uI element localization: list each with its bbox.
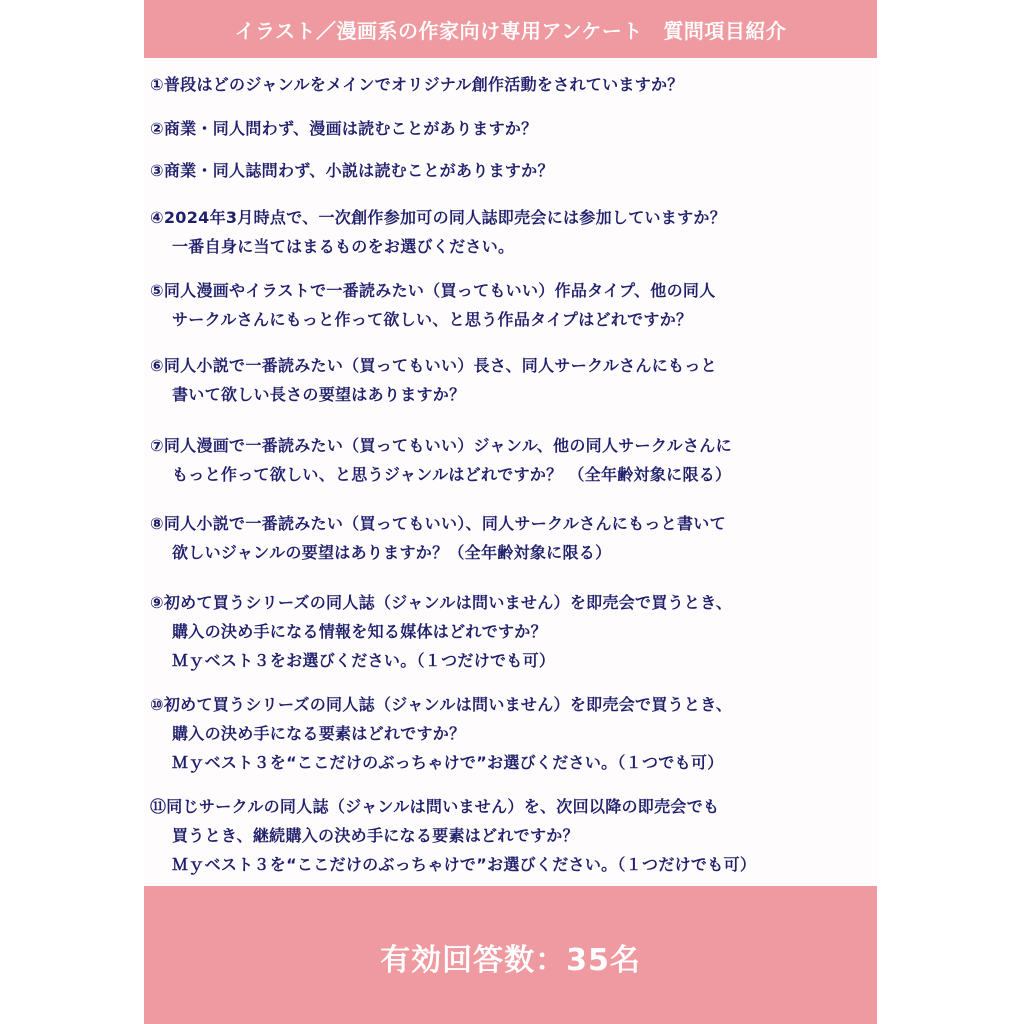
question-line: Ｍｙベスト３をお選びください。（１つだけでも可） xyxy=(172,651,556,670)
question-line: ⑤同人漫画やイラストで一番読みたい（買ってもいい）作品タイプ、他の同人 xyxy=(150,281,716,300)
question-item xyxy=(150,588,875,675)
question-line: Ｍｙベスト３を“ここだけのぶっちゃけで”お選びください。（１つだけでも可） xyxy=(172,855,757,874)
question-line: ①普段はどのジャンルをメインでオリジナル創作活動をされていますか？ xyxy=(150,75,684,94)
question-line: ③商業・同人誌問わず、小説は読むことがありますか？ xyxy=(150,161,554,180)
question-line: 一番自身に当てはまるものをお選びください。 xyxy=(172,237,515,256)
question-line: ⑨初めて買うシリーズの同人誌（ジャンルは問いません）を即売会で買うとき、 xyxy=(150,593,733,612)
question-item xyxy=(150,70,875,99)
question-line: ⑩初めて買うシリーズの同人誌（ジャンルは問いません）を即売会で買うとき、 xyxy=(150,695,733,714)
question-line: Ｍｙベスト３を“ここだけのぶっちゃけで”お選びください。（１つでも可） xyxy=(172,753,724,772)
question-line: サークルさんにもっと作って欲しい、と思う作品タイプはどれですか？ xyxy=(172,310,693,329)
question-line: ②商業・同人問わず、漫画は読むことがありますか？ xyxy=(150,119,538,138)
question-line: 書いて欲しい長さの要望はありますか？ xyxy=(172,385,466,404)
question-item xyxy=(150,351,875,409)
header-band xyxy=(144,0,877,58)
question-line: もっと作って欲しい、と思うジャンルはどれですか？ （全年齢対象に限る） xyxy=(172,465,732,484)
question-line: 欲しいジャンルの要望はありますか？（全年齢対象に限る） xyxy=(172,543,612,562)
question-item xyxy=(150,431,875,489)
page-title: イラスト／漫画系の作家向け専用アンケート 質問項目紹介 xyxy=(234,18,787,43)
question-line: ⑦同人漫画で一番読みたい（買ってもいい）ジャンル、他の同人サークルさんに xyxy=(150,436,732,455)
question-line: ④2024年3月時点で、一次創作参加可の同人誌即売会には参加していますか？ xyxy=(150,208,726,227)
question-line: 購入の決め手になる情報を知る媒体はどれですか？ xyxy=(172,622,547,641)
question-item xyxy=(150,156,875,185)
footer-band xyxy=(144,886,877,1024)
question-line: ⑧同人小説で一番読みたい（買ってもいい）、同人サークルさんにもっと書いて xyxy=(150,514,726,533)
question-line: 買うとき、継続購入の決め手になる要素はどれですか？ xyxy=(172,826,579,845)
question-item xyxy=(150,203,875,261)
question-line: ⑪同じサークルの同人誌（ジャンルは問いません）を、次回以降の即売会でも xyxy=(150,797,720,816)
response-count: 有効回答数：35名 xyxy=(380,943,641,978)
question-item xyxy=(150,792,875,879)
survey-sheet xyxy=(144,0,877,1024)
question-item xyxy=(150,509,875,567)
question-line: 購入の決め手になる要素はどれですか？ xyxy=(172,724,466,743)
question-item xyxy=(150,690,875,777)
question-item xyxy=(150,276,875,334)
question-item xyxy=(150,114,875,143)
question-line: ⑥同人小説で一番読みたい（買ってもいい）長さ、同人サークルさんにもっと xyxy=(150,356,717,375)
